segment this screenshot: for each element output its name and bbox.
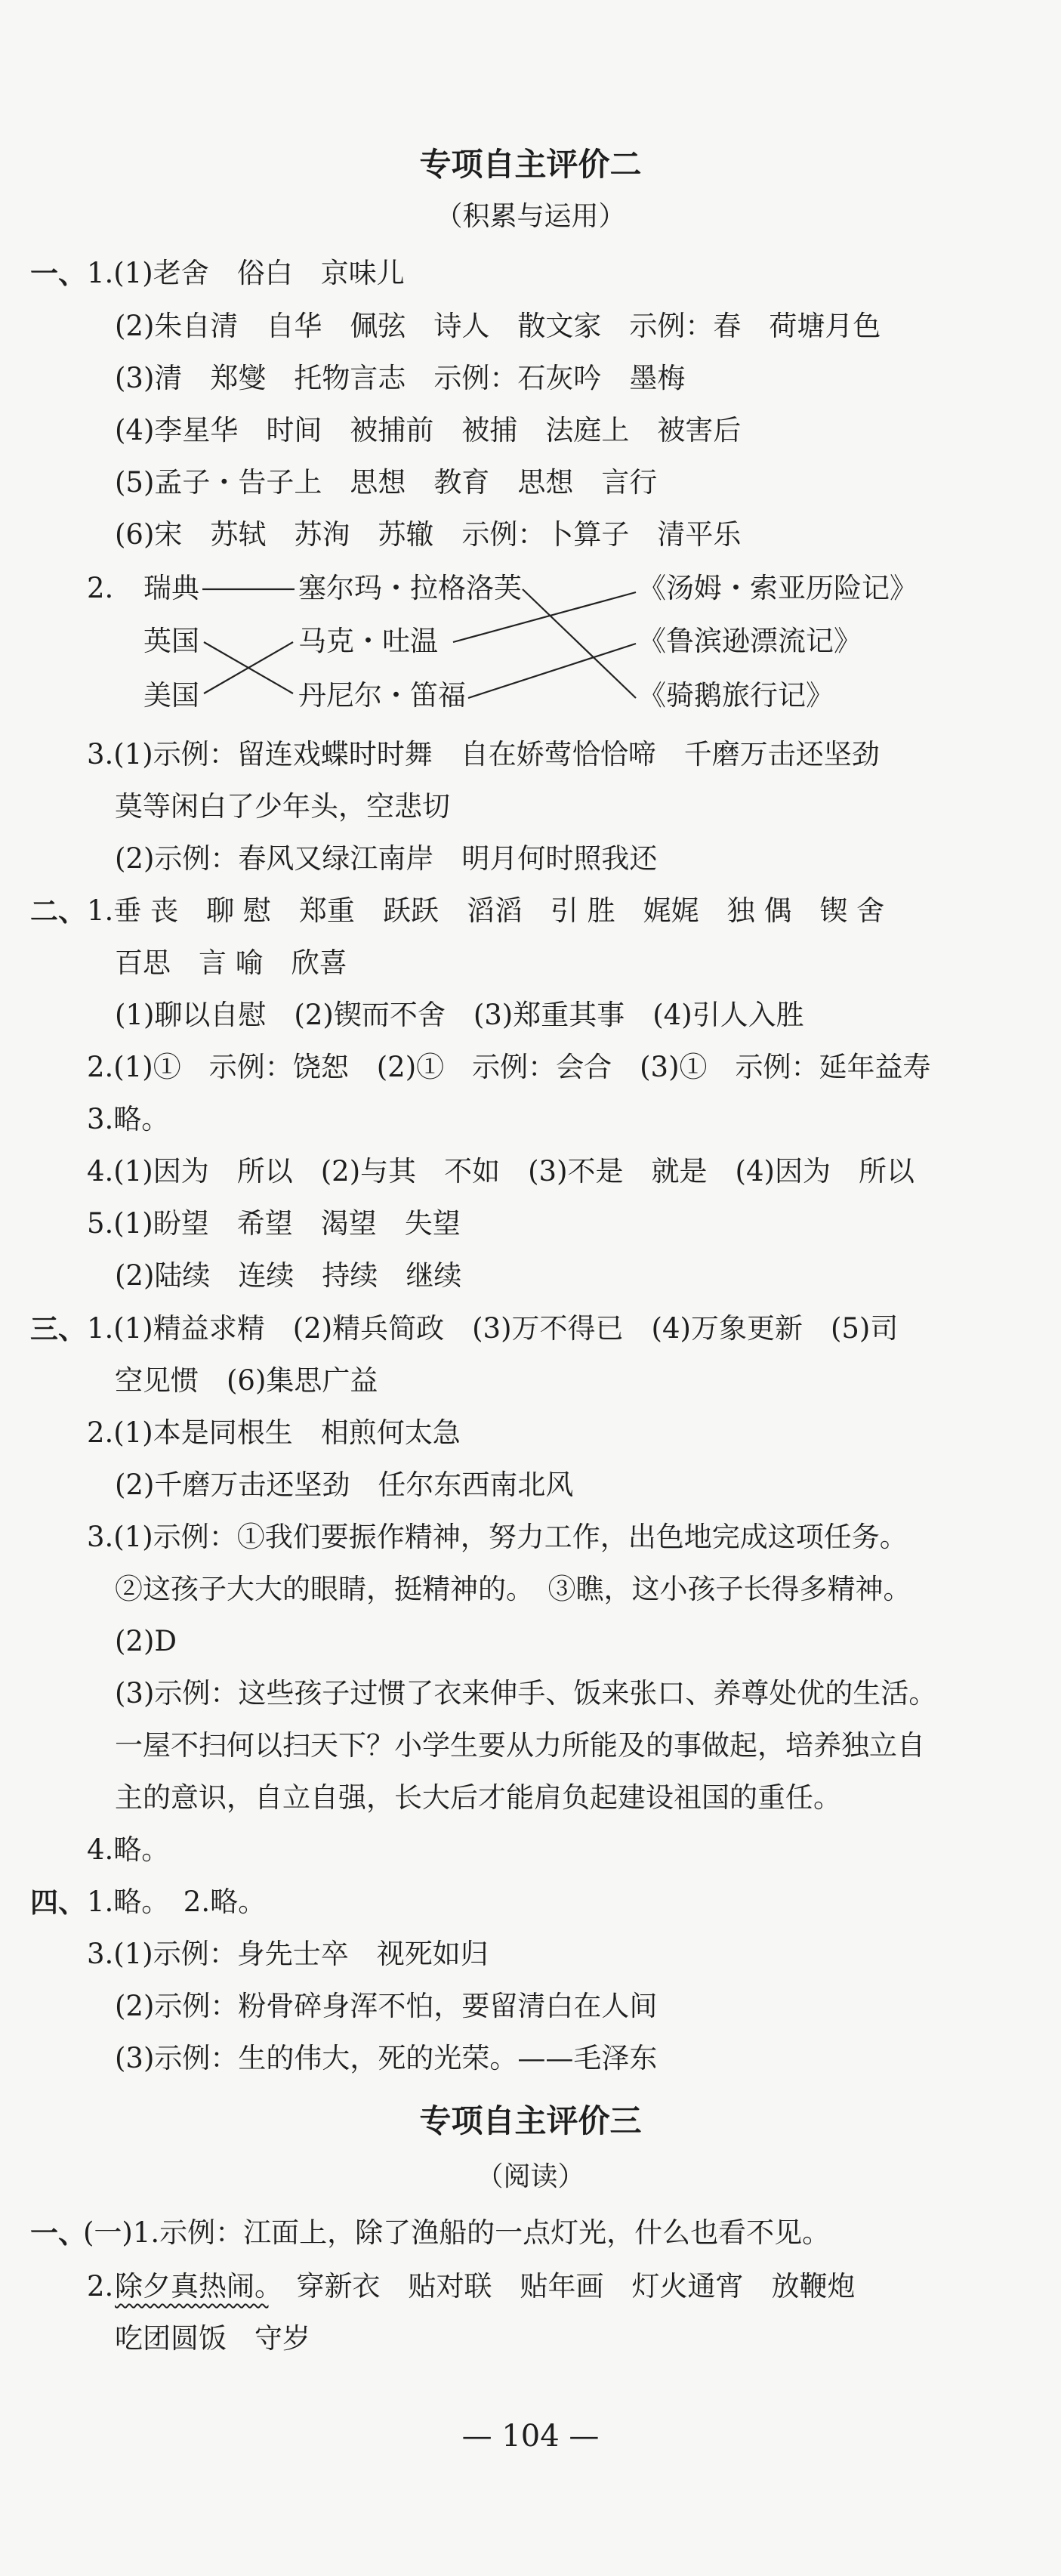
match-book: 《骑鹅旅行记》 — [638, 679, 834, 712]
answer-line: (3)示例：生的伟大，死的光荣。——毛泽东 — [115, 2042, 658, 2074]
section-subtitle: （积累与运用） — [435, 201, 626, 232]
answer-line: 2.(1)本是同根生 相煎何太急 — [87, 1416, 461, 1449]
answer-line: 5.(1)盼望 希望 渴望 失望 — [87, 1207, 461, 1240]
part-number: 一、 — [30, 2216, 86, 2250]
answer-line: (2)陆续 连续 持续 继续 — [115, 1259, 462, 1292]
answer-line: ②这孩子大大的眼睛，挺精神的。 ③瞧，这小孩子长得多精神。 — [115, 1573, 911, 1605]
answer-line: (5)孟子・告子上 思想 教育 思想 言行 — [115, 466, 658, 499]
answer-line: 百思 言 喻 欣喜 — [115, 947, 347, 979]
answer-line: 莫等闲白了少年头，空悲切 — [115, 790, 450, 823]
match-book: 《汤姆・索亚历险记》 — [638, 572, 918, 604]
answer-line: 吃团圆饭 守岁 — [115, 2322, 310, 2355]
answer-line: 3.略。 — [87, 1103, 170, 1135]
answer-text: 穿新衣 贴对联 贴年画 灯火通宵 放鞭炮 — [268, 2270, 856, 2303]
section-subtitle: （阅读） — [476, 2161, 585, 2192]
match-line — [468, 644, 636, 698]
answer-line: 3.(1)示例：留连戏蝶时时舞 自在娇莺恰恰啼 千磨万击还坚劲 — [87, 738, 880, 771]
answer-line: 3.(1)示例：身先士卒 视死如归 — [87, 1938, 489, 1970]
match-book: 《鲁滨逊漂流记》 — [638, 625, 862, 657]
section-title: 专项自主评价二 — [419, 146, 642, 183]
answer-line: 4.(1)因为 所以 (2)与其 不如 (3)不是 就是 (4)因为 所以 — [87, 1155, 914, 1188]
answer-line: (2)朱自清 自华 佩弦 诗人 散文家 示例：春 荷塘月色 — [115, 310, 881, 342]
part-number: 一、 — [30, 257, 86, 290]
match-author: 丹尼尔・笛福 — [298, 679, 466, 712]
match-country: 美国 — [143, 679, 199, 712]
answer-line: (一)1.示例：江面上，除了渔船的一点灯光，什么也看不见。 — [83, 2216, 831, 2249]
answer-line: (3)清 郑燮 托物言志 示例：石灰吟 墨梅 — [115, 362, 686, 394]
wavy-underlined-sentence: 除夕真热闹。 — [115, 2270, 269, 2303]
answer-line: 空见惯 (6)集思广益 — [115, 1364, 378, 1397]
question-number: 2. — [87, 572, 114, 604]
answer-line: 1.垂 丧 聊 慰 郑重 跃跃 滔滔 引 胜 娓娓 独 偶 锲 舍 — [87, 894, 885, 927]
answer-line: 1.略。 2.略。 — [87, 1886, 267, 1918]
answer-line: (2)千磨万击还坚劲 任尔东西南北风 — [115, 1469, 574, 1501]
answer-line: 1.(1)老舍 俗白 京味儿 — [87, 257, 405, 289]
match-author: 塞尔玛・拉格洛芙 — [298, 572, 522, 604]
question-number: 2. — [87, 2270, 114, 2303]
answer-line: (2)D — [115, 1625, 177, 1657]
part-number: 四、 — [30, 1886, 86, 1919]
answer-line: (1)聊以自慰 (2)锲而不舍 (3)郑重其事 (4)引人入胜 — [115, 999, 804, 1031]
answer-line: 1.(1)精益求精 (2)精兵简政 (3)万不得已 (4)万象更新 (5)司 — [87, 1312, 899, 1345]
part-number: 三、 — [30, 1312, 86, 1345]
answer-line: 2.(1)① 示例：饶恕 (2)① 示例：会合 (3)① 示例：延年益寿 — [87, 1051, 931, 1083]
answer-line: (2)示例：粉骨碎身浑不怕，要留清白在人间 — [115, 1990, 658, 2022]
answer-line: (4)李星华 时间 被捕前 被捕 法庭上 被害后 — [115, 414, 742, 446]
section-title: 专项自主评价三 — [419, 2102, 642, 2139]
answer-line — [115, 2269, 856, 2305]
match-line — [453, 592, 636, 642]
match-country: 瑞典 — [143, 572, 199, 604]
page-number: — 104 — — [461, 2419, 600, 2454]
match-country: 英国 — [143, 625, 199, 657]
answer-line: (3)示例：这些孩子过惯了衣来伸手、饭来张口、养尊处优的生活。 — [115, 1677, 937, 1710]
answer-line: 3.(1)示例：①我们要振作精神，努力工作，出色地完成这项任务。 — [87, 1521, 908, 1553]
answer-line: (2)示例：春风又绿江南岸 明月何时照我还 — [115, 842, 658, 875]
part-number: 二、 — [30, 894, 86, 928]
match-author: 马克・吐温 — [298, 625, 438, 657]
answer-line: 4.略。 — [87, 1833, 170, 1866]
answer-line: (6)宋 苏轼 苏洵 苏辙 示例：卜算子 清平乐 — [115, 518, 742, 551]
match-line — [523, 589, 636, 698]
answer-line: 一屋不扫何以扫天下？小学生要从力所能及的事做起，培养独立自 — [115, 1729, 925, 1762]
answer-line: 主的意识，自立自强，长大后才能肩负起建设祖国的重任。 — [115, 1781, 841, 1814]
